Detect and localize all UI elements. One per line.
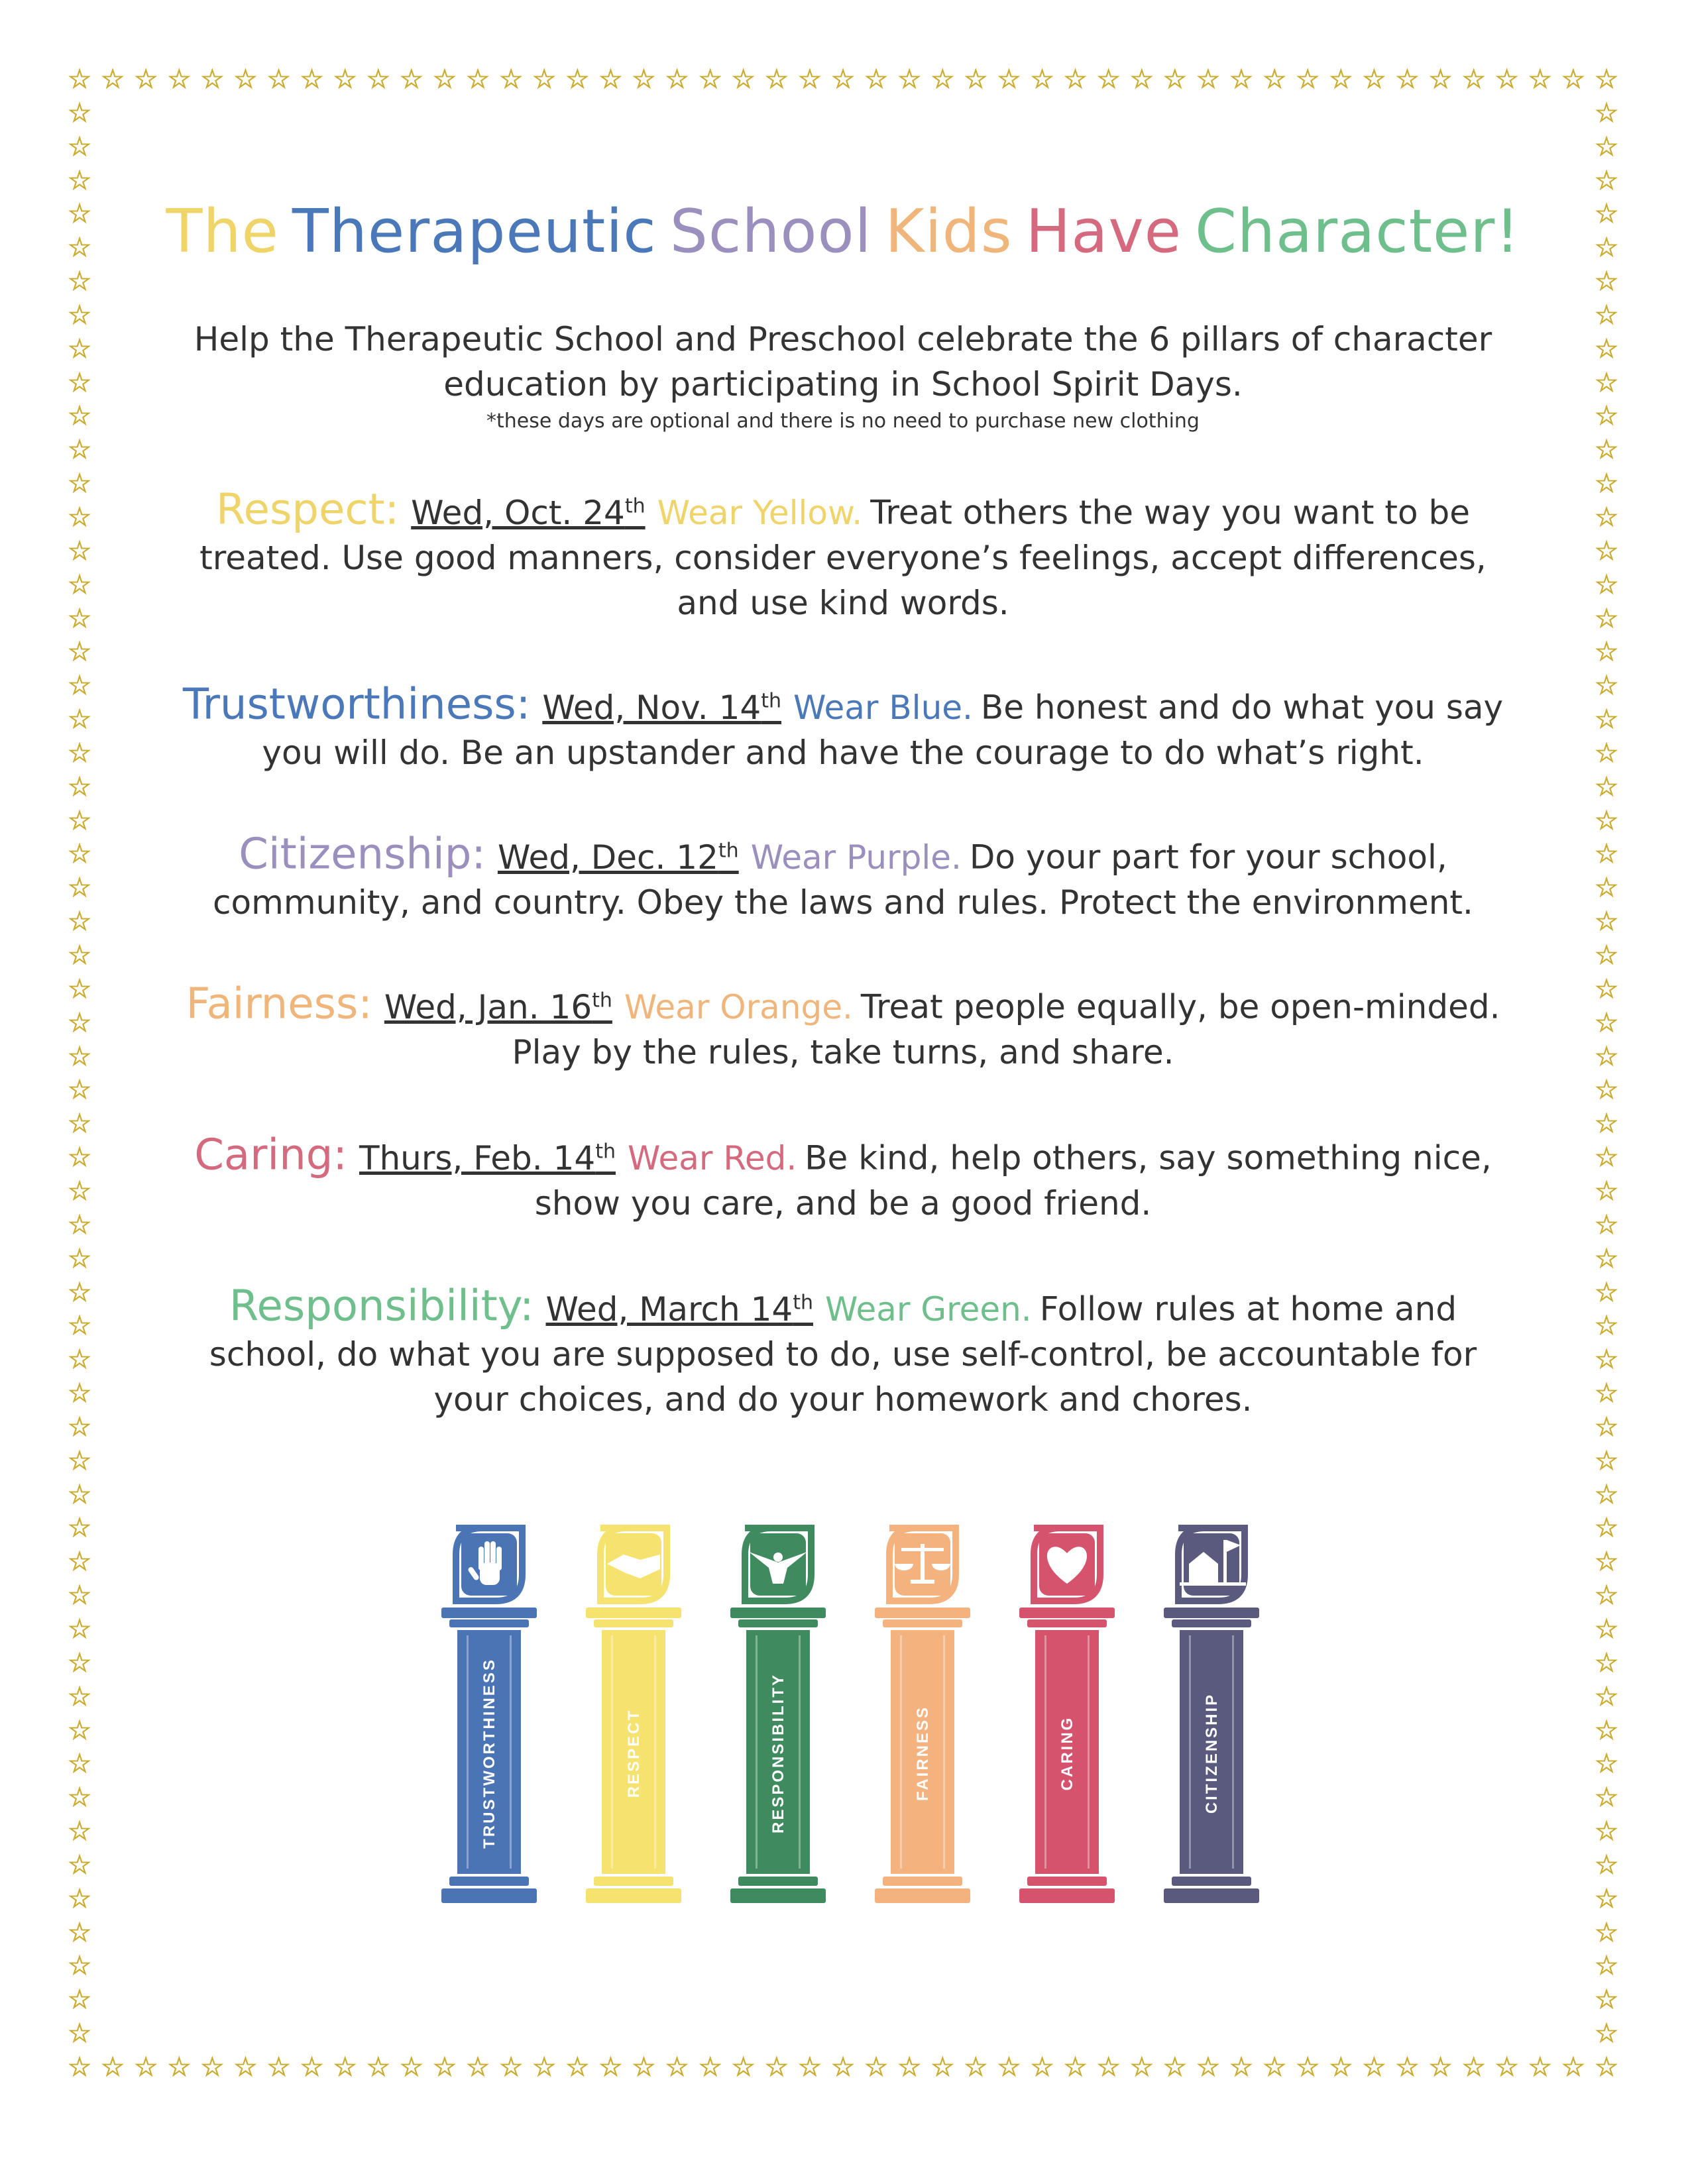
pillar-column [875,1528,970,1903]
pillar-caring [172,1129,1514,1226]
star-icon: ☆ [233,2052,258,2083]
star-icon: ☆ [1595,1782,1618,1814]
pillar-column-label: CITIZENSHIP [1203,1692,1221,1814]
star-icon: ☆ [266,64,291,95]
title-word: School [669,197,872,266]
star-icon: ☆ [68,1344,91,1376]
star-icon: ☆ [1595,1883,1618,1914]
pillar-wear-color: Wear Purple. [750,838,962,877]
star-icon: ☆ [1595,1175,1618,1207]
star-icon: ☆ [68,1243,91,1274]
star-icon: ☆ [1595,637,1618,668]
star-icon: ☆ [167,64,192,95]
star-icon: ☆ [1595,2018,1618,2049]
star-icon: ☆ [1561,64,1585,95]
star-icon: ☆ [1162,2052,1187,2083]
heart-icon [1039,1533,1095,1596]
star-icon: ☆ [632,2052,656,2083]
star-icon: ☆ [1296,64,1320,95]
star-icon: ☆ [1263,2052,1287,2083]
star-icon: ☆ [532,2052,557,2083]
star-icon: ☆ [698,64,722,95]
star-icon: ☆ [68,2018,91,2049]
star-icon: ☆ [1595,704,1618,736]
pillar-date: Wed, Oct. 24th [411,493,646,532]
star-icon: ☆ [333,64,357,95]
star-icon: ☆ [1595,300,1618,331]
star-icon: ☆ [1595,1647,1618,1678]
star-icon: ☆ [897,2052,922,2083]
star-icon: ☆ [399,64,423,95]
star-icon: ☆ [68,233,91,264]
star-icon: ☆ [466,64,490,95]
pillar-description: Treat people equally, be open-minded. Play by the rules, take turns, and share. [512,987,1500,1071]
star-icon: ☆ [68,199,91,230]
star-icon: ☆ [1595,1816,1618,1847]
star-icon: ☆ [1329,64,1353,95]
star-icon: ☆ [68,1513,91,1544]
star-icon: ☆ [1595,1445,1618,1476]
star-icon: ☆ [831,64,855,95]
star-icon: ☆ [930,64,955,95]
star-icon: ☆ [1329,2052,1353,2083]
star-icon: ☆ [1030,64,1054,95]
pillar-column-label: FAIRNESS [914,1705,932,1802]
pillar-column [1019,1528,1115,1903]
star-icon: ☆ [399,2052,423,2083]
star-icon: ☆ [1595,1547,1618,1578]
star-icon: ☆ [1595,1580,1618,1611]
star-icon: ☆ [1362,2052,1386,2083]
star-icon: ☆ [1296,2052,1320,2083]
star-icon: ☆ [1595,1344,1618,1376]
star-icon: ☆ [1395,2052,1420,2083]
title-word: Therapeutic [292,197,657,266]
star-icon: ☆ [1595,1613,1618,1645]
pillar-date: Wed, Jan. 16th [384,987,612,1026]
star-icon: ☆ [499,2052,524,2083]
pillar-name: Fairness: [186,979,372,1029]
star-icon: ☆ [68,1007,91,1038]
star-icon: ☆ [1162,64,1187,95]
star-icon: ☆ [1595,603,1618,634]
star-icon: ☆ [864,64,888,95]
star-icon: ☆ [1595,1075,1618,1106]
star-icon: ☆ [68,435,91,466]
star-icon: ☆ [1595,266,1618,298]
star-icon: ☆ [731,2052,756,2083]
optional-note: *these days are optional and there is no need to purchase new clothing [486,410,1200,433]
star-icon: ☆ [1595,906,1618,938]
star-icon: ☆ [68,1613,91,1645]
pillar-wear-color: Wear Blue. [793,688,973,727]
star-icon: ☆ [1595,737,1618,769]
star-icon: ☆ [68,1411,91,1443]
title-word: Have [1025,197,1182,266]
pillar-wear-color: Wear Green. [825,1289,1032,1329]
star-icon: ☆ [366,2052,390,2083]
star-icon: ☆ [68,973,91,1005]
star-icon: ☆ [1096,2052,1121,2083]
six-pillars-graphic [424,1517,1272,1955]
star-icon: ☆ [1595,468,1618,500]
star-icon: ☆ [1428,64,1453,95]
star-icon: ☆ [1595,165,1618,196]
star-icon: ☆ [68,1209,91,1240]
pillar-wear-color: Wear Red. [627,1138,797,1177]
star-icon: ☆ [1229,64,1253,95]
star-icon: ☆ [68,569,91,600]
star-icon: ☆ [1561,2052,1585,2083]
pillar-respect [172,484,1514,626]
pillar-name: Responsibility: [229,1282,534,1331]
star-icon: ☆ [1595,1378,1618,1409]
star-icon: ☆ [68,1041,91,1072]
star-icon: ☆ [565,64,590,95]
star-icon: ☆ [864,2052,888,2083]
star-icon: ☆ [764,2052,789,2083]
star-icon: ☆ [1263,64,1287,95]
star-icon: ☆ [598,2052,623,2083]
star-icon: ☆ [1595,1277,1618,1308]
star-icon: ☆ [1063,2052,1088,2083]
pillar-column [730,1528,826,1903]
star-icon: ☆ [68,1075,91,1106]
star-icon: ☆ [68,1647,91,1678]
star-icon: ☆ [1595,1243,1618,1274]
pillar-wear-color: Wear Yellow. [657,493,863,532]
pillar-name: Respect: [216,485,400,535]
pillar-name: Citizenship: [239,830,486,879]
star-icon: ☆ [997,64,1021,95]
pillar-date: Wed, March 14th [545,1289,814,1329]
star-icon: ☆ [68,737,91,769]
pillar-wear-color: Wear Orange. [624,987,853,1026]
star-icon: ☆ [565,2052,590,2083]
star-icon: ☆ [997,2052,1021,2083]
pillar-citizenship [172,828,1514,925]
star-icon: ☆ [764,64,789,95]
star-icon: ☆ [200,64,225,95]
star-icon: ☆ [1595,873,1618,904]
star-icon: ☆ [1595,401,1618,432]
star-icon: ☆ [930,2052,955,2083]
star-icon: ☆ [68,131,91,162]
pillar-date: Wed, Dec. 12th [497,838,739,877]
star-icon: ☆ [665,64,689,95]
star-icon: ☆ [366,64,390,95]
star-icon: ☆ [68,873,91,904]
star-icon: ☆ [68,502,91,533]
star-icon: ☆ [68,1175,91,1207]
star-icon: ☆ [797,2052,822,2083]
star-icon: ☆ [167,2052,192,2083]
star-icon: ☆ [68,805,91,836]
star-icon: ☆ [68,704,91,736]
star-icon: ☆ [964,64,988,95]
star-icon: ☆ [897,64,922,95]
star-icon: ☆ [68,300,91,331]
star-icon: ☆ [1595,367,1618,398]
star-icon: ☆ [300,2052,324,2083]
star-icon: ☆ [1129,64,1154,95]
star-icon: ☆ [68,1883,91,1914]
star-icon: ☆ [1595,1749,1618,1780]
star-icon: ☆ [68,1849,91,1881]
star-icon: ☆ [1595,1411,1618,1443]
star-icon: ☆ [1595,671,1618,702]
star-icon: ☆ [68,1311,91,1342]
star-icon: ☆ [134,64,158,95]
pillar-column-label: CARING [1058,1716,1076,1791]
scales-icon [895,1533,950,1596]
star-icon: ☆ [68,839,91,870]
pillar-fairness [172,978,1514,1075]
star-icon: ☆ [532,64,557,95]
star-icon: ☆ [1196,64,1220,95]
star-icon: ☆ [1595,940,1618,971]
star-icon: ☆ [1196,2052,1220,2083]
star-icon: ☆ [68,1749,91,1780]
star-icon: ☆ [433,2052,457,2083]
star-icon: ☆ [68,1277,91,1308]
star-icon: ☆ [1063,64,1088,95]
star-icon: ☆ [68,1715,91,1746]
star-icon: ☆ [1595,333,1618,364]
star-icon: ☆ [1595,64,1618,95]
star-icon: ☆ [68,468,91,500]
star-icon: ☆ [598,64,623,95]
star-icon: ☆ [1595,2052,1618,2083]
star-icon: ☆ [68,771,91,802]
star-icon: ☆ [1595,1041,1618,1072]
pillar-description: Be honest and do what you say you will do. Be an upstander and have the courage to do what’s right. [262,688,1504,772]
star-icon: ☆ [68,367,91,398]
star-icon: ☆ [1595,502,1618,533]
star-icon: ☆ [665,2052,689,2083]
star-icon: ☆ [964,2052,988,2083]
star-icon: ☆ [101,64,125,95]
star-icon: ☆ [1428,2052,1453,2083]
star-icon: ☆ [1595,1311,1618,1342]
pillar-column [586,1528,681,1903]
pillar-trustworthiness [172,679,1514,775]
star-icon: ☆ [68,637,91,668]
star-icon: ☆ [68,940,91,971]
pillar-name: Caring: [194,1130,347,1180]
star-icon: ☆ [233,64,258,95]
star-icon: ☆ [68,64,91,95]
star-icon: ☆ [200,2052,225,2083]
star-icon: ☆ [433,64,457,95]
star-icon: ☆ [698,2052,722,2083]
star-icon: ☆ [1096,64,1121,95]
star-icon: ☆ [68,333,91,364]
star-icon: ☆ [1595,839,1618,870]
star-icon: ☆ [68,603,91,634]
star-icon: ☆ [731,64,756,95]
star-icon: ☆ [68,1547,91,1578]
pillar-column [441,1528,537,1903]
star-icon: ☆ [1595,1681,1618,1712]
star-icon: ☆ [68,1985,91,2016]
star-icon: ☆ [68,2052,91,2083]
pillar-responsibility [172,1280,1514,1422]
pillar-description: Do your part for your school, community, and country. Obey the laws and rules. Protect the environment. [213,838,1473,922]
star-icon: ☆ [134,2052,158,2083]
star-icon: ☆ [101,2052,125,2083]
star-icon: ☆ [68,671,91,702]
star-icon: ☆ [1595,805,1618,836]
title-word: Character! [1195,197,1520,266]
star-icon: ☆ [68,1917,91,1948]
star-icon: ☆ [1528,64,1552,95]
star-icon: ☆ [68,401,91,432]
star-icon: ☆ [68,1142,91,1174]
page-title [0,192,1686,272]
star-icon: ☆ [1229,2052,1253,2083]
star-icon: ☆ [68,97,91,129]
star-icon: ☆ [1595,1951,1618,1982]
pillar-description: Be kind, help others, say something nice, show you care, and be a good friend. [534,1138,1492,1223]
house-flag-icon [1180,1533,1246,1596]
star-icon: ☆ [1595,771,1618,802]
star-icon: ☆ [1595,535,1618,567]
star-icon: ☆ [1461,64,1486,95]
pillar-column [1164,1528,1259,1903]
raised-hand-icon [461,1533,517,1596]
star-icon: ☆ [68,266,91,298]
star-icon: ☆ [300,64,324,95]
star-icon: ☆ [68,535,91,567]
star-icon: ☆ [1595,199,1618,230]
pillar-column-label: RESPONSIBILITY [769,1672,787,1834]
star-icon: ☆ [68,1109,91,1140]
handshake-icon [606,1533,661,1596]
star-icon: ☆ [797,64,822,95]
pillar-column-label: RESPECT [625,1708,643,1798]
pillar-column-label: TRUSTWORTHINESS [480,1658,498,1849]
star-icon: ☆ [68,1816,91,1847]
star-icon: ☆ [632,64,656,95]
star-icon: ☆ [1461,2052,1486,2083]
star-icon: ☆ [1595,1109,1618,1140]
star-icon: ☆ [499,64,524,95]
star-icon: ☆ [1595,1479,1618,1510]
star-icon: ☆ [1595,973,1618,1005]
star-icon: ☆ [1595,1513,1618,1544]
star-icon: ☆ [68,1681,91,1712]
pillar-name: Trustworthiness: [182,680,531,730]
star-icon: ☆ [1595,131,1618,162]
pillar-description: Follow rules at home and school, do what you are supposed to do, use self-control, be accountable for your choices, and do your homework and chores. [209,1289,1477,1419]
pillar-date: Wed, Nov. 14th [542,688,782,727]
star-icon: ☆ [266,2052,291,2083]
star-icon: ☆ [1528,2052,1552,2083]
intro-text: Help the Therapeutic School and Preschool celebrate the 6 pillars of character education by participating in School Spirit Days. [194,320,1492,404]
star-icon: ☆ [1595,1917,1618,1948]
star-icon: ☆ [1595,435,1618,466]
star-icon: ☆ [68,1951,91,1982]
title-word: Kids [885,197,1013,266]
star-icon: ☆ [68,1479,91,1510]
title-word: The [166,197,279,266]
star-icon: ☆ [68,1782,91,1814]
star-icon: ☆ [1595,233,1618,264]
star-icon: ☆ [1595,569,1618,600]
star-icon: ☆ [68,1445,91,1476]
star-icon: ☆ [68,1378,91,1409]
star-icon: ☆ [68,906,91,938]
star-icon: ☆ [1595,1007,1618,1038]
star-icon: ☆ [1494,64,1519,95]
star-icon: ☆ [831,2052,855,2083]
star-icon: ☆ [68,165,91,196]
star-icon: ☆ [1595,1142,1618,1174]
star-icon: ☆ [466,2052,490,2083]
star-icon: ☆ [1030,2052,1054,2083]
star-icon: ☆ [1595,97,1618,129]
star-icon: ☆ [1395,64,1420,95]
star-icon: ☆ [1595,1985,1618,2016]
eagle-icon [749,1533,807,1596]
star-icon: ☆ [1129,2052,1154,2083]
star-icon: ☆ [1362,64,1386,95]
pillar-description: Treat others the way you want to be treated. Use good manners, consider everyone’s feelings, accept differences, and use kind words. [199,493,1487,622]
star-icon: ☆ [1595,1715,1618,1746]
star-icon: ☆ [1595,1849,1618,1881]
star-icon: ☆ [333,2052,357,2083]
pillar-date: Thurs, Feb. 14th [359,1138,616,1177]
star-icon: ☆ [68,1580,91,1611]
star-icon: ☆ [1494,2052,1519,2083]
star-icon: ☆ [1595,1209,1618,1240]
